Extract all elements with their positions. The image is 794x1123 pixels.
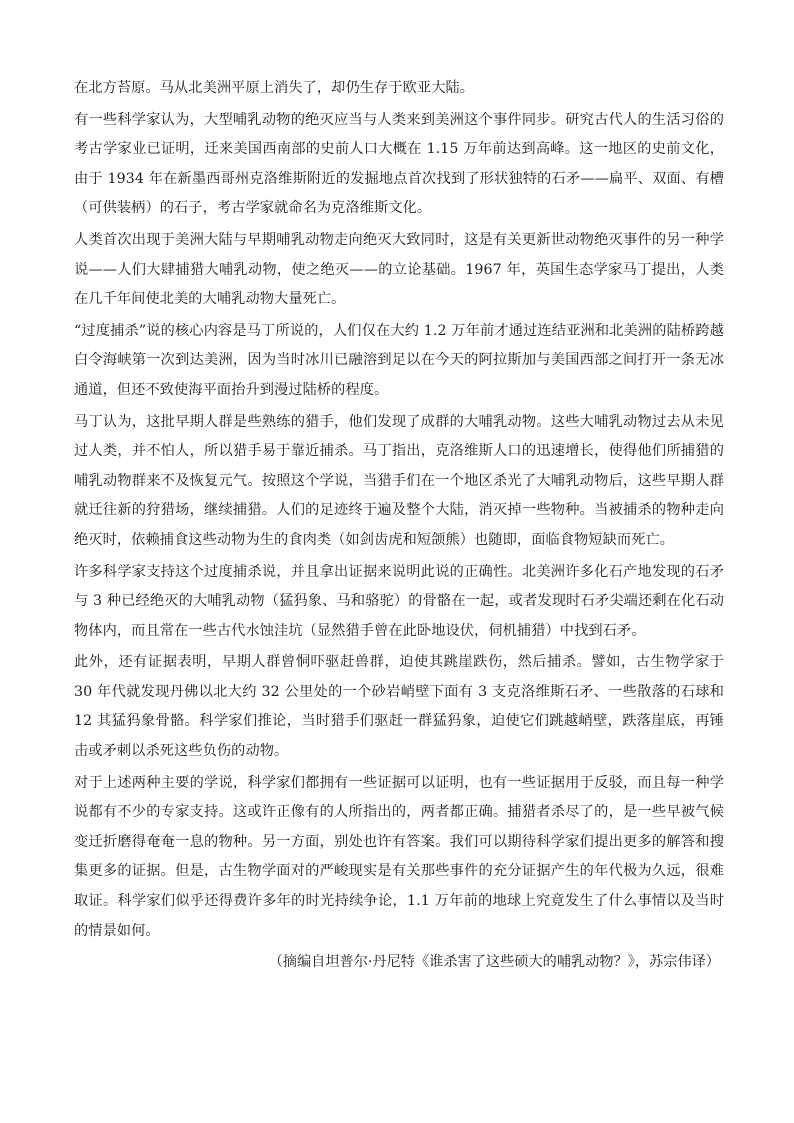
paragraph-7: 此外，还有证据表明，早期人群曾恫吓驱赶兽群，迫使其跳崖跌伤，然后捕杀。譬如，古生物学家于 30 年代就发现丹佛以北大约 32 公里处的一个砂岩峭壁下面有 3 支克洛维斯石矛、一些散落的石球和 12 其猛犸象骨骼。科学家们推论，当时猎手们驱赶一群猛犸象，迫使它们跳越峭壁，跌落崖底，再锤击或矛刺以杀死这些负伤的动物。	[74, 654, 724, 760]
paragraph-6: 许多科学家支持这个过度捕杀说，并且拿出证据来说明此说的正确性。北美洲许多化石产地发现的石矛与 3 种已经绝灭的大哺乳动物（猛犸象、马和骆驼）的骨骼在一起，或者发现时石矛尖端还剩在化石动物体内，而且常在一些古代水蚀洼坑（显然猎手曾在此卧地设伏，伺机捕猎）中找到石矛。	[74, 563, 724, 639]
source-citation: （摘编自坦普尔·丹尼特《谁杀害了这些硕大的哺乳动物？》，苏宗伟译）	[268, 954, 720, 971]
paragraph-3: 人类首次出现于美洲大陆与早期哺乳动物走向绝灭大致同时，这是有关更新世动物绝灭事件的另一种学说——人们大肆捕猎大哺乳动物，使之绝灭——的立论基础。1967 年，英国生态学家马丁提出，人类在几千年间使北美的大哺乳动物大量死亡。	[74, 231, 724, 308]
paragraph-2: 有一些科学家认为，大型哺乳动物的绝灭应当与人类来到美洲这个事件同步。研究古代人的生活习俗的考古学家业已证明，迁来美国西南部的史前人口大概在 1.15 万年前达到高峰。这一地区的史前文化，由于 1934 年在新墨西哥州克洛维斯附近的发掘地点首次找到了形状独特的石矛——扁平、双面、有槽（可供装柄）的石子，考古学家就命名为克洛维斯文化。	[74, 111, 724, 217]
paragraph-4: “过度捕杀”说的核心内容是马丁所说的，人们仅在大约 1.2 万年前才通过连结亚洲和北美洲的陆桥跨越白令海峡第一次到达美洲，因为当时冰川已融溶到足以在今天的阿拉斯加与美国西部之间打开一条无冰通道，但还不致使海平面抬升到漫过陆桥的程度。	[74, 322, 724, 398]
paragraph-8: 对于上述两种主要的学说，科学家们都拥有一些证据可以证明，也有一些证据用于反驳，而且每一种学说都有不少的专家支持。这或许正像有的人所指出的，两者都正确。捕猎者杀尽了的，是一些早被气候变迁折磨得奄奄一息的物种。另一方面，别处也许有答案。我们可以期待科学家们提出更多的解答和搜集更多的证据。但是，古生物学面对的严峻现实是有关那些事件的充分证据产生的年代极为久远，很难取证。科学家们似乎还得费许多年的时光持续争论，1.1 万年前的地球上究竟发生了什么事情以及当时的情景如何。	[74, 774, 724, 939]
article-body	[74, 74, 724, 978]
paragraph-5: 马丁认为，这批早期人群是些熟练的猎手，他们发现了成群的大哺乳动物。这些大哺乳动物过去从未见过人类，并不怕人，所以猎手易于靠近捕杀。马丁指出，克洛维斯人口的迅速增长，使得他们所捕猎的哺乳动物群来不及恢复元气。按照这个学说，当猎手们在一个地区杀光了大哺乳动物后，这些早期人群就迁往新的狩猎场，继续捕猎。人们的足迹终于遍及整个大陆，消灭掉一些物种。当被捕杀的物种走向绝灭时，依赖捕食这些动物为生的食肉类（如剑齿虎和短颌熊）也随即，面临食物短缺而死亡。	[74, 413, 724, 548]
paragraph-1: 在北方苔原。马从北美洲平原上消失了，却仍生存于欧亚大陆。	[74, 80, 475, 96]
